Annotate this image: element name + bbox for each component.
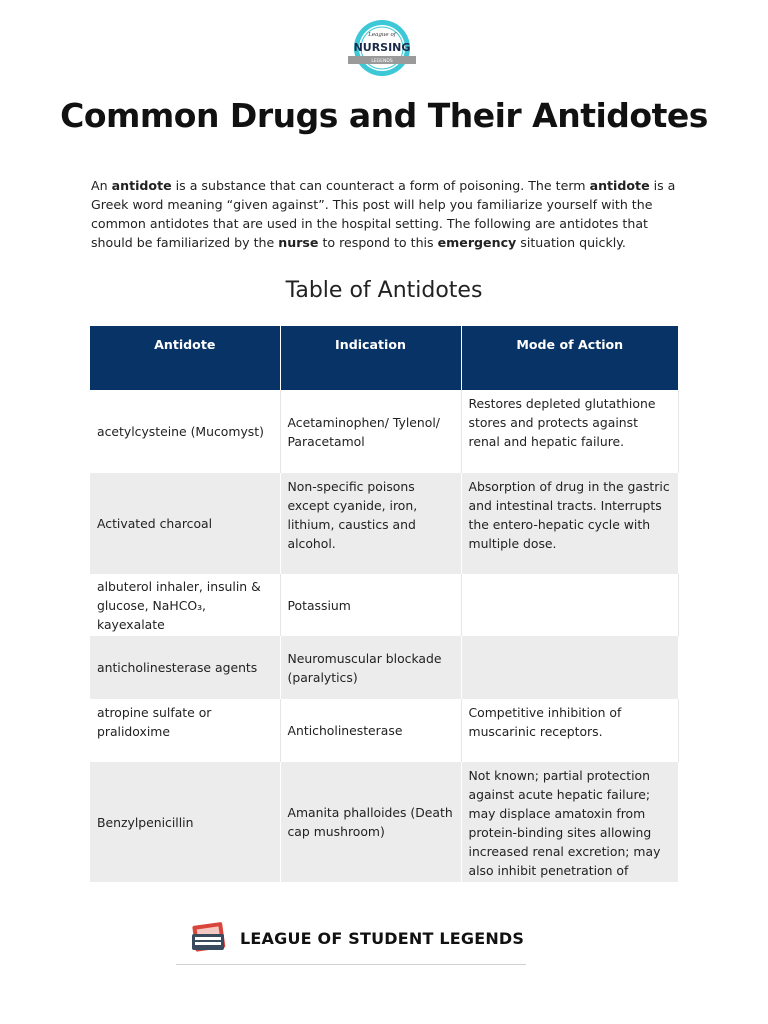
table-cell: acetylcysteine (Mucomyst) [90, 390, 280, 473]
svg-text:NURSING: NURSING [353, 41, 411, 54]
antidotes-table [90, 326, 679, 882]
column-header-mode-of-action: Mode of Action [461, 326, 678, 390]
intro-text: situation quickly. [516, 235, 626, 250]
intro-paragraph [91, 176, 683, 252]
table-row [90, 473, 678, 574]
column-header-antidote: Antidote [90, 326, 280, 390]
table-cell: Activated charcoal [90, 473, 280, 574]
table-cell [461, 636, 678, 699]
intro-keyword: antidote [111, 178, 172, 193]
intro-text: is a Greek word meaning “given against”. This post will help you familiarize yourself with the common antidotes that are used in the hospital setting. The following are antidotes that should be familiarized by the [91, 178, 676, 250]
table-row [90, 636, 678, 699]
table-cell: Non-specific poisons except cyanide, iron, lithium, caustics and alcohol. [280, 473, 461, 574]
table-cell: albuterol inhaler, insulin & glucose, NaHCO₃, kayexalate [90, 574, 280, 636]
nursing-legends-logo [346, 18, 418, 82]
table-header-row [90, 326, 678, 390]
book-icon [188, 920, 234, 956]
intro-text: is a substance that can counteract a form of poisoning. The term [171, 178, 590, 193]
table-row [90, 574, 678, 636]
intro-keyword: nurse [278, 235, 319, 250]
intro-keyword: antidote [589, 178, 650, 193]
svg-text:LEGENDS: LEGENDS [371, 59, 393, 64]
table-cell: Absorption of drug in the gastric and intestinal tracts. Interrupts the entero-hepatic cycle with multiple dose. [461, 473, 678, 574]
table-cell: Not known; partial protection against acute hepatic failure; may displace amatoxin from protein-binding sites allowing increased renal excretion; may also inhibit penetration of [461, 762, 678, 882]
table-cell: anticholinesterase agents [90, 636, 280, 699]
table-cell: Amanita phalloides (Death cap mushroom) [280, 762, 461, 882]
table-cell [461, 574, 678, 636]
table-subtitle: Table of Antidotes [285, 278, 483, 303]
table-cell: Acetaminophen/ Tylenol/ Paracetamol [280, 390, 461, 473]
table-cell: Neuromuscular blockade (paralytics) [280, 636, 461, 699]
table-cell: Potassium [280, 574, 461, 636]
footer-logo [176, 912, 526, 965]
nursing-legends-badge-icon [346, 18, 418, 82]
intro-keyword: emergency [437, 235, 517, 250]
table-cell: Benzylpenicillin [90, 762, 280, 882]
table-row [90, 390, 678, 473]
intro-text: An [91, 178, 112, 193]
column-header-indication: Indication [280, 326, 461, 390]
table-cell: Competitive inhibition of muscarinic receptors. [461, 699, 678, 762]
svg-text:League of: League of [368, 32, 396, 38]
table-cell: Anticholinesterase [280, 699, 461, 762]
intro-text: to respond to this [318, 235, 438, 250]
table-row [90, 762, 678, 882]
table-cell: Restores depleted glutathione stores and protects against renal and hepatic failure. [461, 390, 678, 473]
table-cell: atropine sulfate or pralidoxime [90, 699, 280, 762]
footer-brand-text: LEAGUE OF STUDENT LEGENDS [240, 929, 525, 948]
page-title: Common Drugs and Their Antidotes [60, 96, 708, 135]
table-row [90, 699, 678, 762]
